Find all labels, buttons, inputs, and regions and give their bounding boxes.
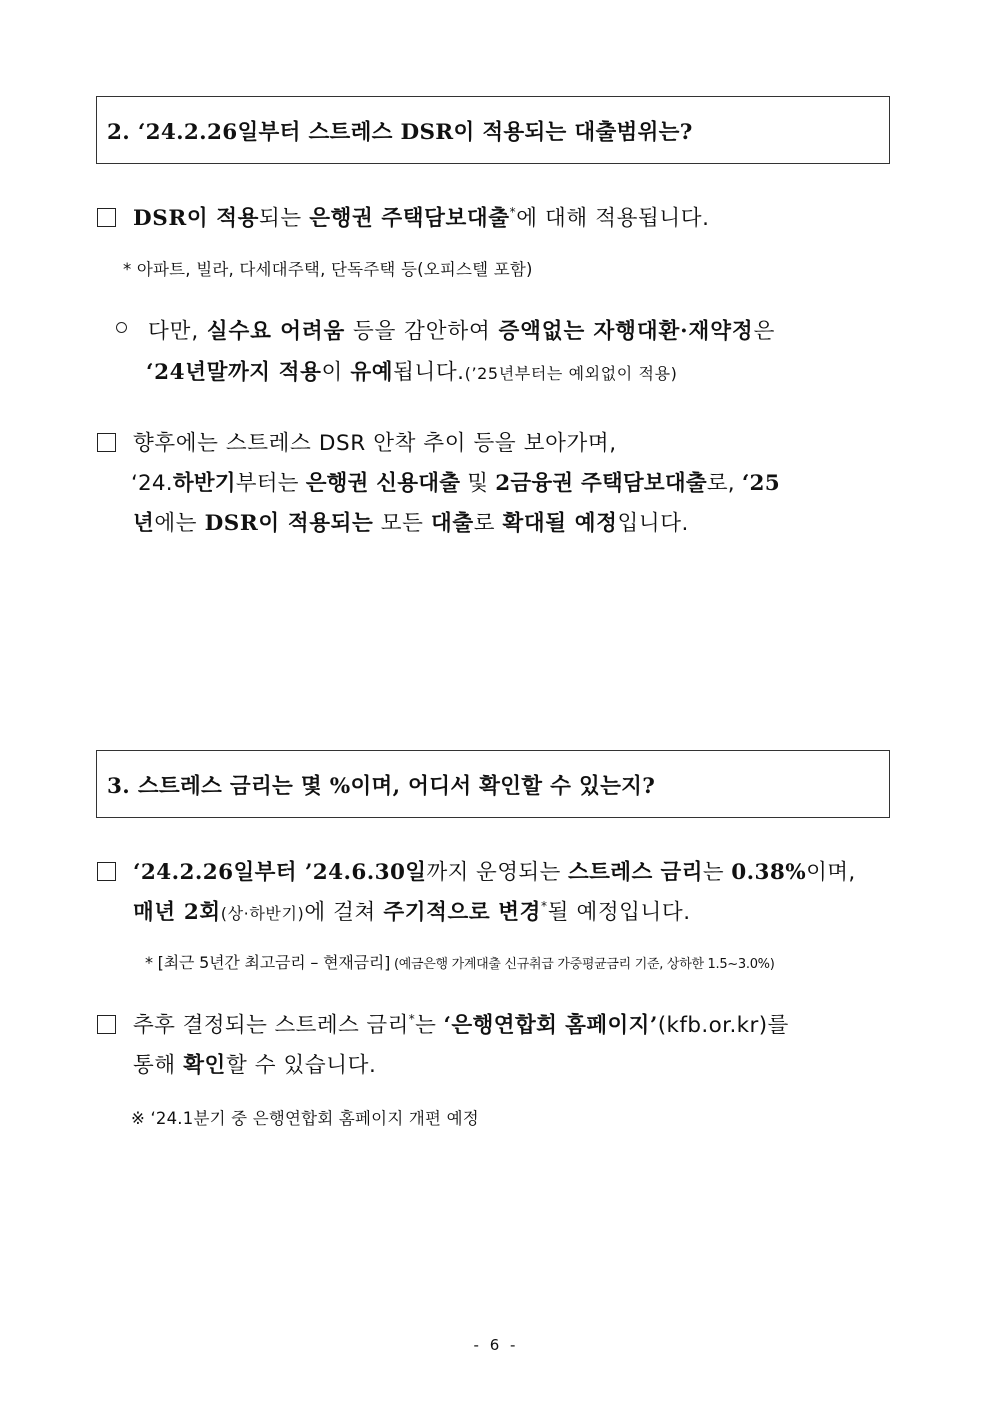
bold-text: 0.38% [731,860,807,885]
q3-bullet-1-line-1 [133,855,856,886]
bold-text: ‘은행연합회 홈페이지’ [443,1013,658,1038]
bold-text: ‘24.2.26일부터 ’24.6.30일 [133,860,427,885]
text: (kfb.or.kr)를 [657,1013,789,1038]
text: 에 대해 적용됩니다. [516,206,710,231]
q2-bullet-2-line-3 [133,506,689,537]
bold-text: DSR이 적용 [133,206,260,231]
bold-text: 증액없는 자행대환·재약정 [498,319,754,344]
text: 이 [321,360,351,385]
checkbox-square-icon [97,1015,116,1034]
footnote-mark: * [408,1012,416,1026]
text: 에 걸쳐 [304,900,384,925]
bold-text: 하반기 [172,471,236,496]
q2-bullet-2-line-1: 향후에는 스트레스 DSR 안착 추이 등을 보아가며, [133,431,617,456]
page-number: - 6 - [473,1336,519,1354]
question-3-title: 3. 스트레스 금리는 몇 %이며, 어디서 확인할 수 있는지? [107,773,656,799]
small-text: (예금은행 가계대출 신규취급 가중평균금리 기준, 상하한 1.5~3.0%) [390,957,775,972]
q2-footnote: * 아파트, 빌라, 다세대주택, 단독주택 등(오피스텔 포함) [123,260,533,279]
bold-text: 은행권 주택담보대출 [309,206,510,231]
bold-text: 주기적으로 변경 [383,900,542,925]
q2-bullet-1 [133,201,710,232]
bold-text: 확대될 예정 [502,511,618,536]
text: 이며, [806,860,856,885]
text: 부터는 [235,471,306,496]
text: 될 예정입니다. [547,900,691,925]
text: 됩니다. [393,360,465,385]
circle-bullet-icon [116,322,127,333]
text: 는 [415,1013,444,1038]
text: 로, [706,471,742,496]
q3-bullet-2-line-2 [133,1048,376,1079]
text: 입니다. [617,511,689,536]
footnote-mark: * [509,205,517,219]
text: 할 수 있습니다. [225,1053,377,1078]
small-text: (상·하반기) [220,904,305,923]
text: 는 [702,860,732,885]
bold-text: 대출 [430,511,474,536]
question-3-title-box [96,750,890,818]
q2-sub-line-1 [148,314,775,345]
text: 로 [473,511,503,536]
text: 에는 [154,511,205,536]
question-2-title-box [96,96,890,164]
bold-text: ‘25 [741,471,780,496]
text: 통해 [133,1053,184,1078]
bold-text: 2금융권 주택담보대출 [495,471,707,496]
checkbox-square-icon [97,862,116,881]
q3-footnote [145,950,775,973]
text: 다만, [148,319,207,344]
text: 추후 결정되는 스트레스 금리 [133,1013,409,1038]
bold-text: DSR이 적용되는 [204,511,374,536]
bold-text: 유예 [350,360,394,385]
bold-text: ‘24년말까지 적용 [146,360,322,385]
bold-text: 실수요 어려움 [206,319,346,344]
q3-bullet-1-line-2 [133,895,691,926]
text: 모든 [373,511,431,536]
text: 까지 운영되는 [426,860,568,885]
text: 등을 감안하여 [345,319,499,344]
bold-text: 매년 2회 [133,900,221,925]
q3-bullet-2-line-1 [133,1008,789,1039]
footnote-mark: * [541,899,548,913]
text: 및 [460,471,496,496]
q2-bullet-2-line-2 [131,466,780,497]
bold-text: 확인 [183,1053,226,1078]
text: ‘24. [131,471,173,496]
bold-text: 스트레스 금리 [567,860,703,885]
bold-text: 은행권 신용대출 [305,471,461,496]
question-2-title: 2. ‘24.2.26일부터 스트레스 DSR이 적용되는 대출범위는? [107,119,693,145]
text: * [최근 5년간 최고금리 – 현재금리] [145,953,391,972]
small-text: (’25년부터는 예외없이 적용) [464,364,678,383]
q2-sub-line-2 [146,355,678,386]
checkbox-square-icon [97,208,116,227]
bold-text: 년 [133,511,155,536]
text: 은 [753,319,776,344]
text: 되는 [259,206,310,231]
checkbox-square-icon [97,433,116,452]
q3-reference-note: ※ ‘24.1분기 중 은행연합회 홈페이지 개편 예정 [131,1109,479,1128]
